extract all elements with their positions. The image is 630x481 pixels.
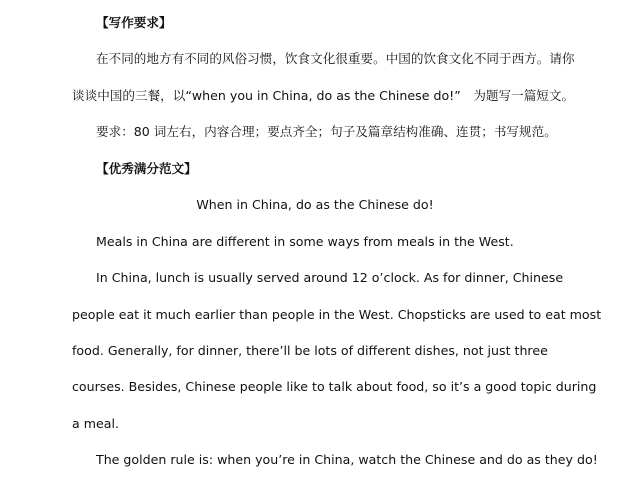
requirements-line: 要求：80 词左右，内容合理；要点齐全；句子及篇章结构准确、连贯；书写规范。 (96, 124, 557, 139)
heading-sample-essay: 【优秀满分范文】 (96, 161, 197, 176)
essay-line-7: The golden rule is: when you’re in China, watch the Chinese and do as they do! (96, 452, 598, 467)
essay-title: When in China, do as the Chinese do! (196, 197, 434, 212)
essay-line-3: people eat it much earlier than people in the West. Chopsticks are used to eat most (72, 307, 602, 322)
essay-line-2: In China, lunch is usually served around 12 o’clock. As for dinner, Chinese (96, 270, 564, 285)
essay-line-4: food. Generally, for dinner, there’ll be lots of different dishes, not just three (72, 343, 548, 358)
essay-line-5: courses. Besides, Chinese people like to talk about food, so it’s a good topic during (72, 379, 597, 394)
essay-line-1: Meals in China are different in some ways from meals in the West. (96, 234, 514, 249)
heading-writing-requirements: 【写作要求】 (96, 15, 172, 30)
prompt-line-2: 谈谈中国的三餐，以“when you in China, do as the Chinese do!” 为题写一篇短文。 (72, 88, 575, 103)
prompt-line-1: 在不同的地方有不同的风俗习惯，饮食文化很重要。中国的饮食文化不同于西方。请你 (96, 51, 575, 66)
essay-line-6: a meal. (72, 416, 119, 431)
